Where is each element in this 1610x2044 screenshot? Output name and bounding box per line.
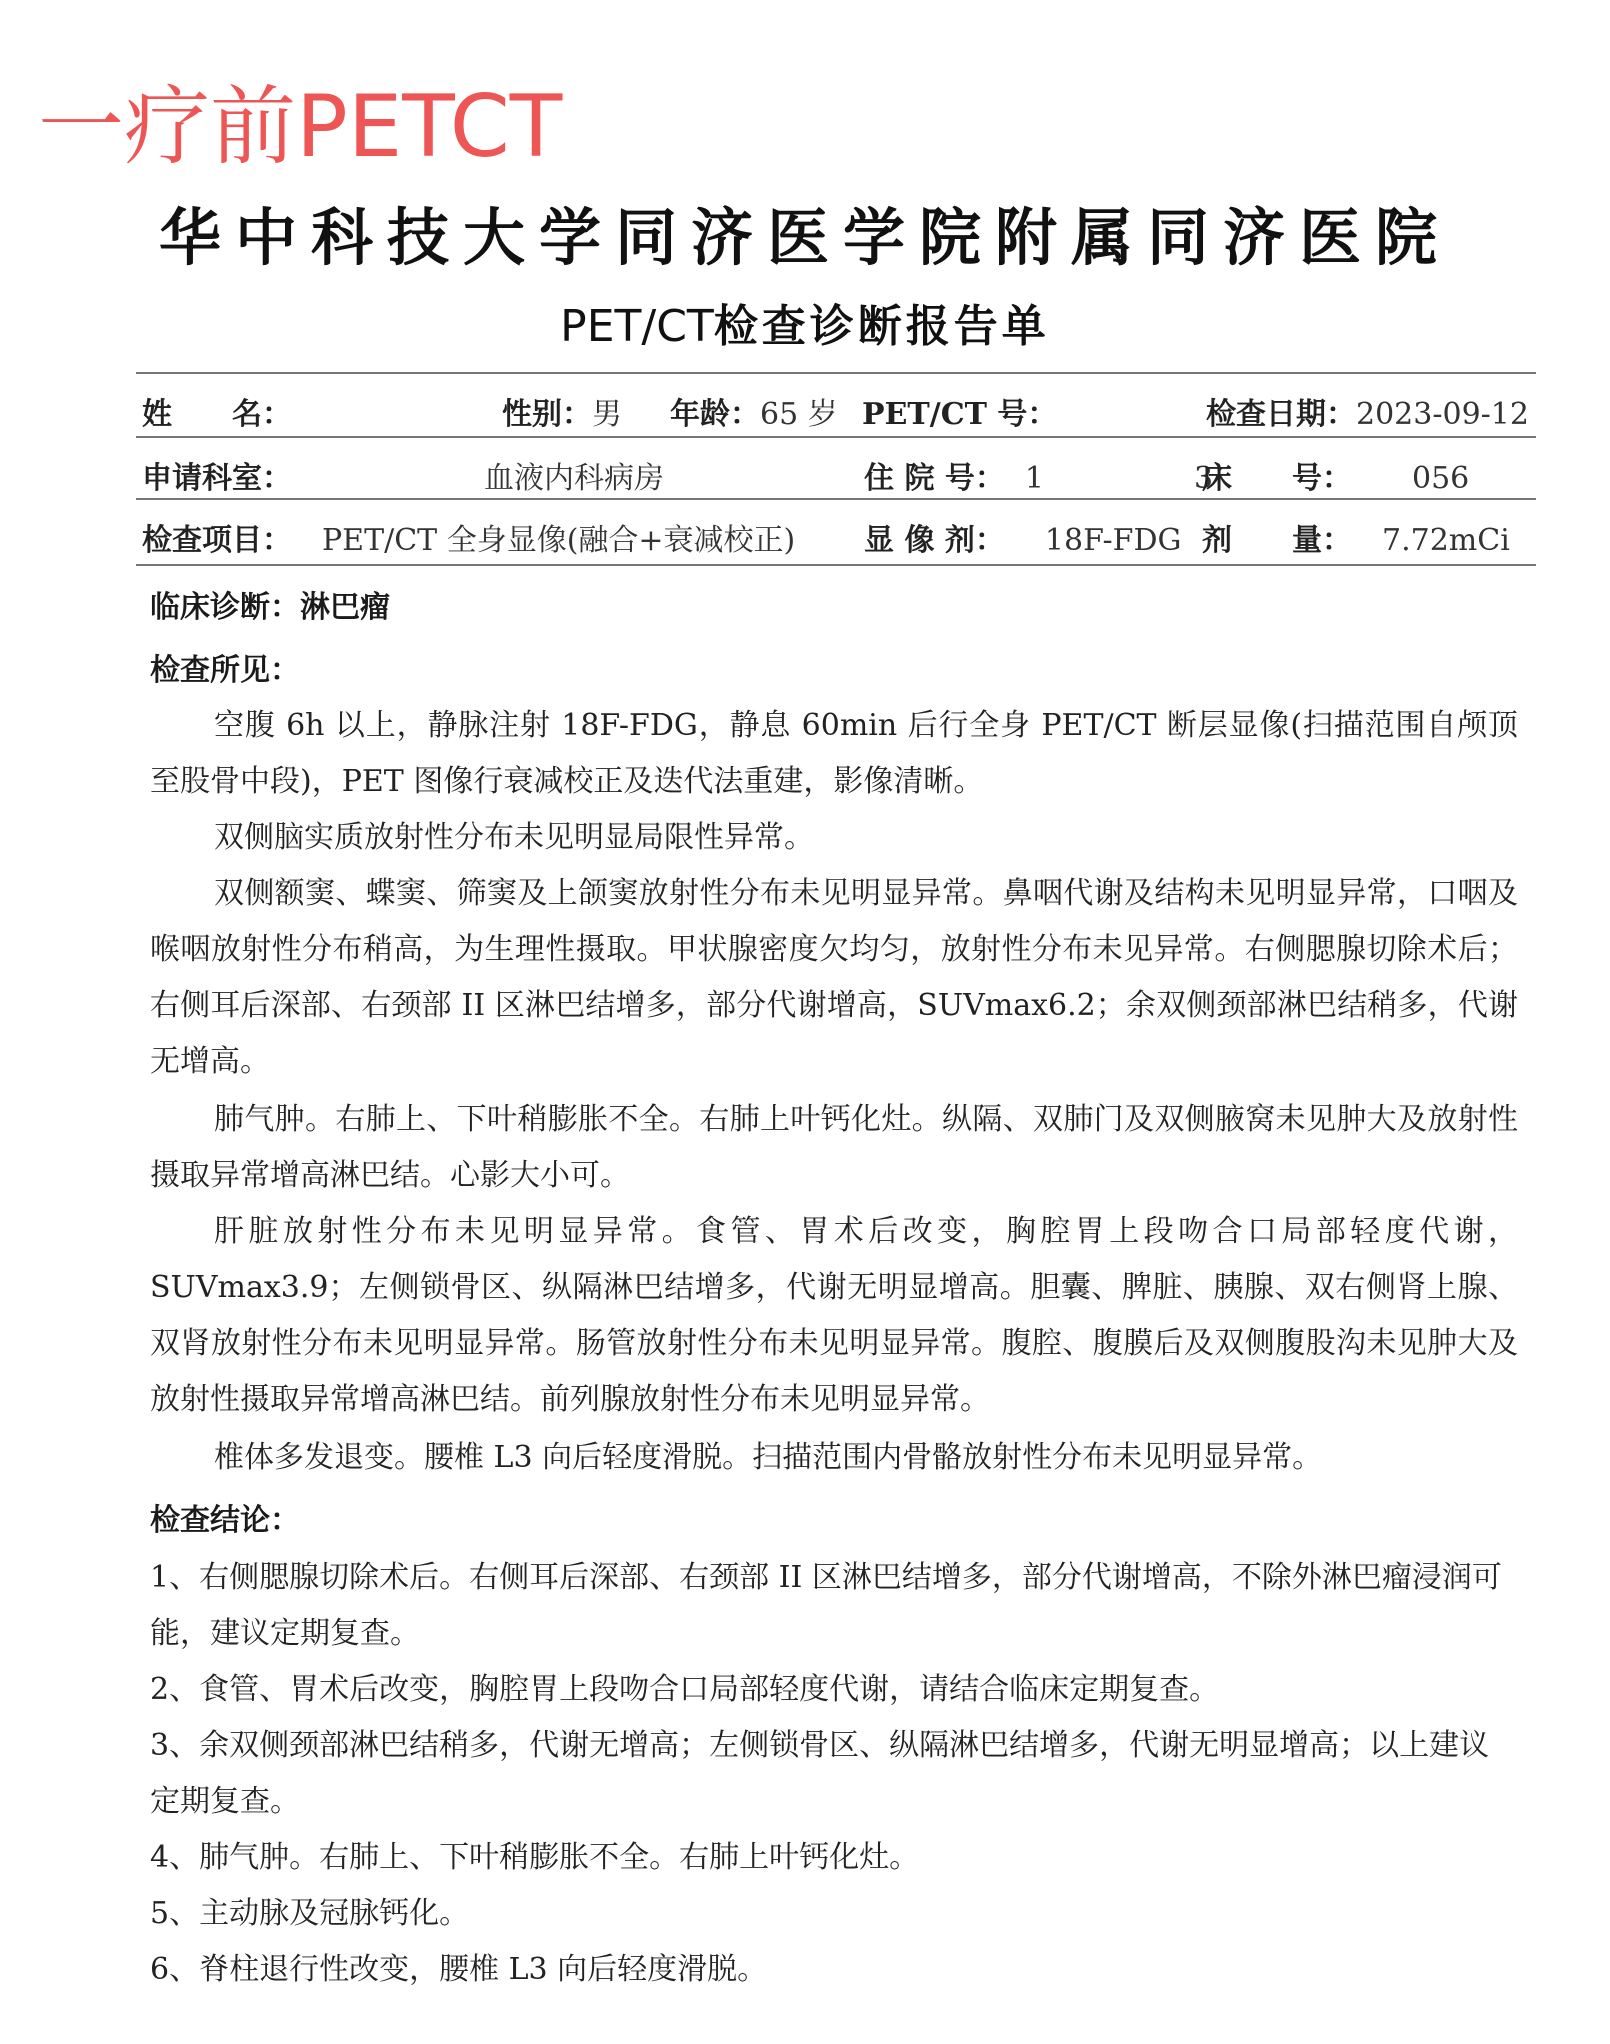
finding-paragraph-5: 肝脏放射性分布未见明显异常。食管、胃术后改变，胸腔胃上段吻合口局部轻度代谢，SUVmax3.9；左侧锁骨区、纵隔淋巴结增多，代谢无明显增高。胆囊、脾脏、胰腺、双右侧肾上腺、双肾放射性分布未见明显异常。肠管放射性分布未见明显异常。腹腔、腹膜后及双侧腹股沟未见肿大及放射性摄取异常增高淋巴结。前列腺放射性分布未见明显异常。: [150, 1214, 1518, 1417]
divider-top: [136, 372, 1536, 374]
petct-no-label: PET/CT 号：: [862, 397, 1058, 432]
petct-no-field: [862, 389, 1057, 433]
bed-value: 056: [1412, 461, 1470, 496]
hospital-name: 华中科技大学同济医学院附属同济医院: [158, 201, 1451, 274]
exam-date-label: 检查日期：: [1206, 397, 1356, 432]
divider-row3: [136, 564, 1536, 566]
gender-field: [502, 389, 622, 433]
age-value: 65 岁: [760, 397, 838, 432]
admission-no-field: [864, 453, 1213, 497]
exam-date-field: [1206, 389, 1529, 433]
dose-field: [1202, 515, 1510, 559]
bed-field: [1202, 453, 1469, 497]
conclusion-item-1: 1、右侧腮腺切除术后。右侧耳后深部、右颈部 II 区淋巴结增多，部分代谢增高，不除外淋巴瘤浸润可能，建议定期复查。: [150, 1560, 1502, 1651]
dept-value: 血液内科病房: [484, 461, 664, 496]
patient-name-field: [142, 389, 292, 433]
age-field: [670, 389, 838, 433]
conclusion-item-3: 3、余双侧颈部淋巴结稍多，代谢无增高；左侧锁骨区、纵隔淋巴结增多，代谢无明显增高；以上建议定期复查。: [150, 1728, 1490, 1819]
agent-value: 18F-FDG: [1044, 523, 1182, 558]
gender-label: 性别：: [502, 397, 592, 432]
age-label: 年龄：: [670, 397, 760, 432]
exam-item-field: [142, 515, 795, 559]
exam-item-value: PET/CT 全身显像(融合+衰减校正): [322, 523, 796, 558]
gender-value: 男: [592, 397, 622, 432]
dept-value-field: [484, 453, 664, 497]
finding-paragraph-2: 双侧脑实质放射性分布未见明显局限性异常。: [214, 820, 814, 855]
admission-no-value: 1 3: [1024, 461, 1214, 496]
finding-paragraph-3: 双侧额窦、蝶窦、筛窦及上颌窦放射性分布未见明显异常。鼻咽代谢及结构未见明显异常，口咽及喉咽放射性分布稍高，为生理性摄取。甲状腺密度欠均匀，放射性分布未见异常。右侧腮腺切除术后；右侧耳后深部、右颈部 II 区淋巴结增多，部分代谢增高，SUVmax6.2；余双侧颈部淋巴结稍多，代谢无增高。: [150, 876, 1518, 1079]
dept-label: 申请科室：: [142, 461, 292, 496]
overlay-caption: 一疗前PETCT: [38, 77, 563, 177]
conclusion-item-4: 4、肺气肿。右肺上、下叶稍膨胀不全。右肺上叶钙化灶。: [150, 1840, 920, 1875]
dose-label: 剂 量：: [1202, 523, 1352, 558]
patient-name-label: 姓 名：: [142, 397, 292, 432]
divider-row1: [136, 436, 1536, 438]
agent-field: [864, 515, 1182, 559]
conclusion-item-6: 6、脊柱退行性改变，腰椎 L3 向后轻度滑脱。: [150, 1952, 768, 1987]
finding-paragraph-1: 空腹 6h 以上，静脉注射 18F-FDG，静息 60min 后行全身 PET/CT 断层显像(扫描范围自颅顶至股骨中段)，PET 图像行衰减校正及迭代法重建，影像清晰。: [150, 708, 1518, 799]
dept-label-field: [142, 453, 292, 497]
report-title: [0, 290, 1610, 354]
agent-label: 显 像 剂：: [864, 523, 1005, 558]
clinical-diagnosis-label: 临床诊断：: [150, 590, 300, 625]
dose-value: 7.72mCi: [1382, 523, 1510, 558]
findings-heading: 检查所见：: [150, 653, 300, 688]
conclusion-item-2: 2、食管、胃术后改变，胸腔胃上段吻合口局部轻度代谢，请结合临床定期复查。: [150, 1672, 1220, 1707]
conclusion-item-5: 5、主动脉及冠脉钙化。: [150, 1896, 470, 1931]
finding-paragraph-4: 肺气肿。右肺上、下叶稍膨胀不全。右肺上叶钙化灶。纵隔、双肺门及双侧腋窝未见肿大及放射性摄取异常增高淋巴结。心影大小可。: [150, 1102, 1518, 1193]
clinical-diagnosis: [150, 582, 390, 626]
finding-paragraph-6: 椎体多发退变。腰椎 L3 向后轻度滑脱。扫描范围内骨骼放射性分布未见明显异常。: [214, 1440, 1323, 1475]
divider-row2: [136, 498, 1536, 500]
admission-no-label: 住 院 号：: [864, 461, 1005, 496]
report-title-main: PET/CT: [560, 301, 714, 352]
exam-date-value: 2023-09-12: [1356, 397, 1529, 432]
bed-label: 床 号：: [1202, 461, 1352, 496]
clinical-diagnosis-value: 淋巴瘤: [300, 590, 390, 625]
conclusion-heading: 检查结论：: [150, 1503, 300, 1538]
report-title-sub: 检查诊断报告单: [713, 301, 1050, 352]
exam-item-label: 检查项目：: [142, 523, 292, 558]
